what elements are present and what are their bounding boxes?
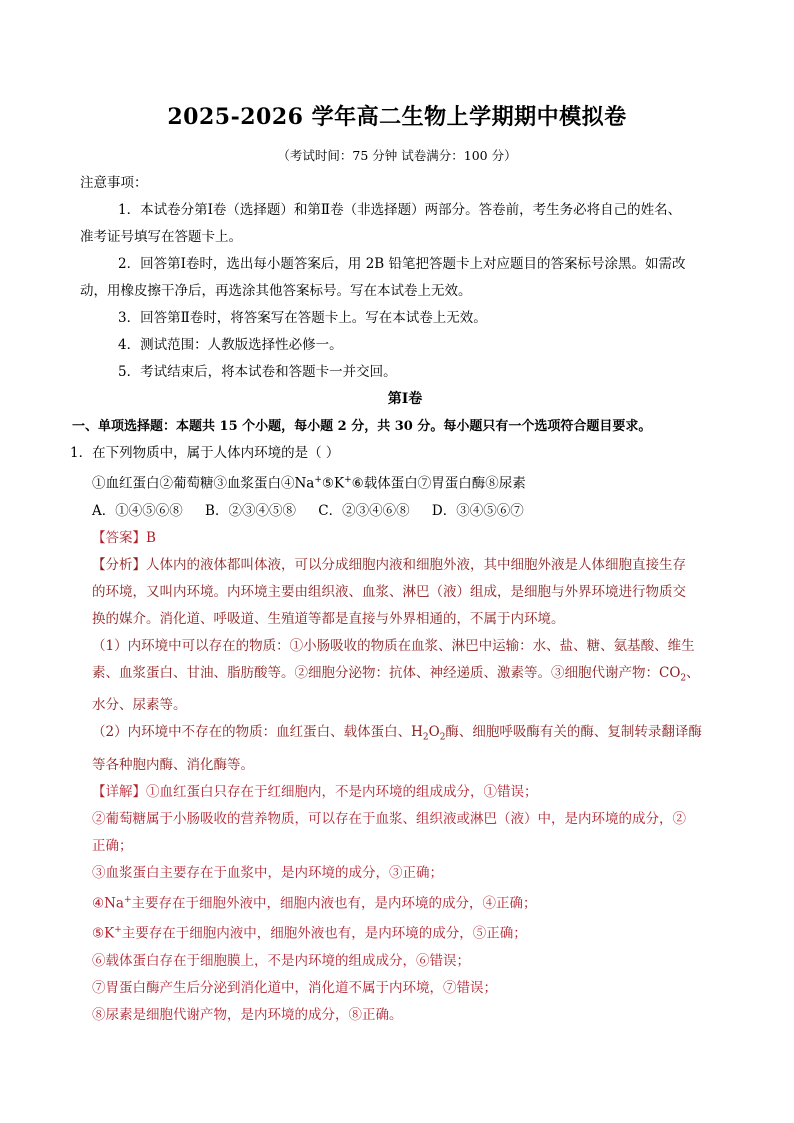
analysis-line-3: 换的媒介。消化道、呼吸道、生殖道等都是直接与外界相通的，不属于内环境。 <box>92 610 565 627</box>
detail-line-3: 正确； <box>92 837 133 854</box>
note-item-5: 5．考试结束后，将本试卷和答题卡一并交回。 <box>118 364 397 380</box>
option-b: B．②③④⑤⑧ <box>205 502 296 519</box>
question-items: ①血红蛋白②葡萄糖③血浆蛋白④Na+⑤K+⑥载体蛋白⑦胃蛋白酶⑧尿素 <box>92 475 526 492</box>
detail-line-4: ③血浆蛋白主要存在于血浆中，是内环境的成分，③正确； <box>92 864 443 881</box>
analysis-line-8: 等各种胞内酶、消化酶等。 <box>92 756 254 773</box>
detail-line-1: 【详解】①血红蛋白只存在于红细胞内，不是内环境的组成成分，①错误； <box>92 783 538 800</box>
section-title: 第Ⅰ卷 <box>387 391 423 407</box>
analysis-line-4: （1）内环境中可以存在的物质：①小肠吸收的物质在血浆、淋巴中运输：水、盐、糖、氨基酸、维生 <box>92 637 695 654</box>
note-item-3: 3．回答第Ⅱ卷时，将答案写在答题卡上。写在本试卷上无效。 <box>118 310 487 326</box>
page-title: 2025-2026 学年高二生物上学期期中模拟卷 <box>167 104 627 130</box>
question-stem: 1．在下列物质中，属于人体内环境的是（ ） <box>70 445 340 461</box>
option-c: C．②③④⑥⑧ <box>318 502 410 519</box>
question-options <box>80 498 730 525</box>
detail-line-9: ⑧尿素是细胞代谢产物，是内环境的成分，⑧正确。 <box>92 1006 403 1023</box>
exam-info: （考试时间：75 分钟 试卷满分：100 分） <box>277 148 517 163</box>
analysis-line-6: 水分、尿素等。 <box>92 697 187 714</box>
note-item-2: 2．回答第Ⅰ卷时，选出每小题答案后，用 2B 铅笔把答题卡上对应题目的答案标号涂黑。如需改 <box>118 256 686 272</box>
option-a: A．①④⑤⑥⑧ <box>92 502 183 519</box>
analysis-line-1: 【分析】人体内的液体都叫体液，可以分成细胞内液和细胞外液，其中细胞外液是人体细胞直接生存 <box>92 556 686 573</box>
analysis-line-5: 素、血浆蛋白、甘油、脂肪酸等。②细胞分泌物：抗体、神经递质、激素等。③细胞代谢产物：$CO_2$、 <box>92 664 700 684</box>
option-d: D．③④⑤⑥⑦ <box>431 502 524 519</box>
part-heading: 一、单项选择题：本题共 15 个小题，每小题 2 分，共 30 分。每小题只有一个选项符合题目要求。 <box>72 419 652 434</box>
note-item-4: 4．测试范围：人教版选择性必修一。 <box>118 337 343 353</box>
detail-line-2: ②葡萄糖属于小肠吸收的营养物质，可以存在于血浆、组织液或淋巴（液）中，是内环境的成分，② <box>92 810 686 827</box>
analysis-line-2: 的环境，又叫内环境。内环境主要由组织液、血浆、淋巴（液）组成，是细胞与外界环境进行物质交 <box>92 583 686 600</box>
detail-line-8: ⑦胃蛋白酶产生后分泌到消化道中，消化道不属于内环境，⑦错误； <box>92 979 497 996</box>
analysis-line-7: （2）内环境中不存在的物质：血红蛋白、载体蛋白、$H_2O_2$酶、细胞呼吸酶有关的酶、复制转录翻译酶 <box>92 724 702 743</box>
note-item-1: 1．本试卷分第Ⅰ卷（选择题）和第Ⅱ卷（非选择题）两部分。答卷前，考生务必将自己的姓名、 <box>118 202 682 218</box>
document-body <box>70 170 730 1029</box>
detail-line-5: ④Na+主要存在于细胞外液中，细胞内液也有，是内环境的成分，④正确； <box>92 894 537 912</box>
detail-line-7: ⑥载体蛋白存在于细胞膜上，不是内环境的组成成分，⑥错误； <box>92 952 470 969</box>
answer: 【答案】B <box>92 529 156 546</box>
notes-heading: 注意事项： <box>80 175 148 191</box>
detail-line-6: ⑤K+主要存在于细胞内液中，细胞外液也有，是内环境的成分，⑤正确； <box>92 925 527 942</box>
note-item-2-cont: 动，用橡皮擦干净后，再选涂其他答案标号。写在本试卷上无效。 <box>80 283 472 299</box>
note-item-1-cont: 准考证号填写在答题卡上。 <box>80 229 242 245</box>
